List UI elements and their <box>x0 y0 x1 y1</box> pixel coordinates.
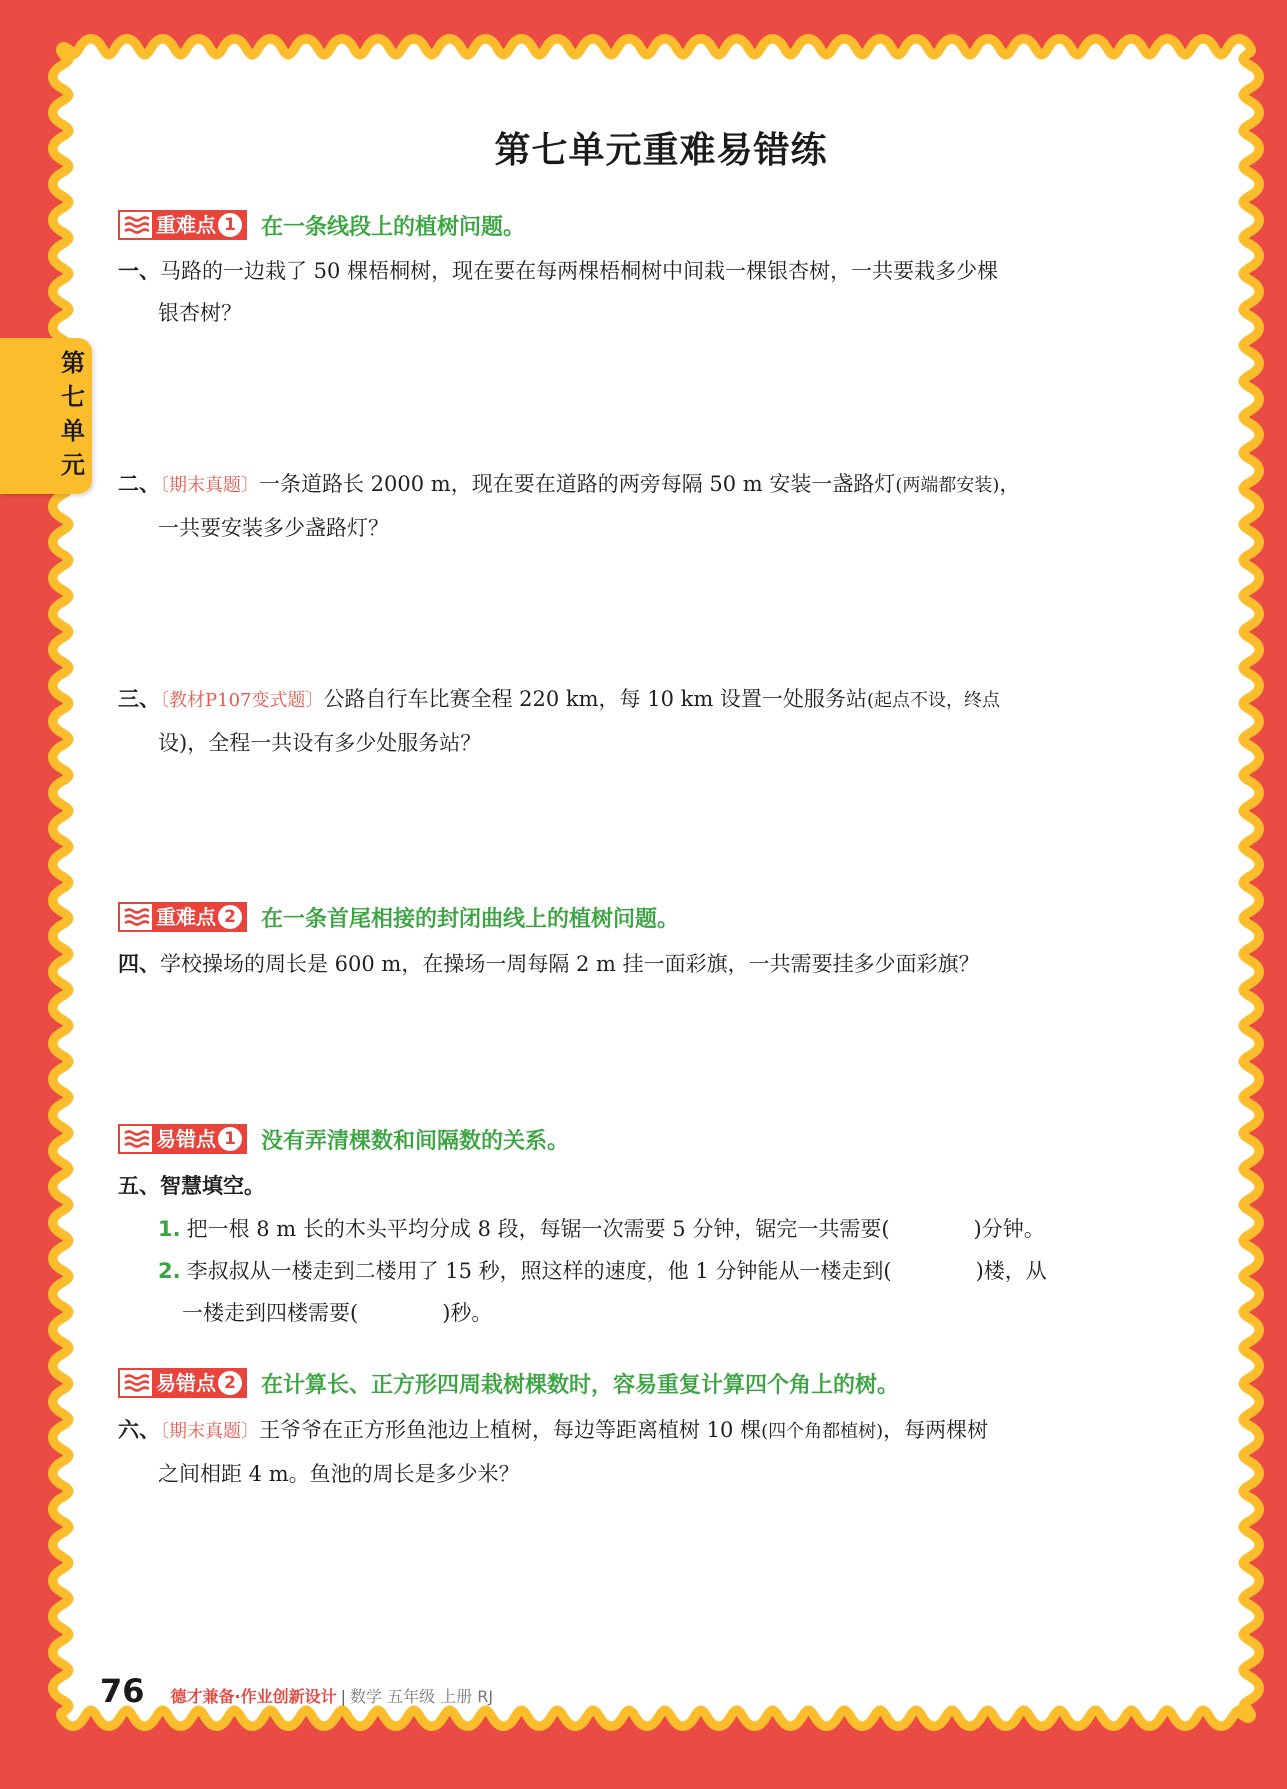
wave-lines-icon <box>120 1370 152 1396</box>
question-number: 四、 <box>118 952 160 976</box>
fill-item-1 <box>158 1208 1045 1250</box>
section-header-4 <box>118 1366 899 1400</box>
question-text-continued: 一共要安装多少盏路灯？ <box>158 516 389 540</box>
badge-label: 易错点 <box>156 1371 216 1395</box>
section-badge <box>118 1124 247 1154</box>
question-text: 王爷爷在正方形鱼池边上植树，每边等距离植树 10 棵 <box>259 1418 762 1442</box>
item-text-end: )分钟。 <box>973 1217 1045 1241</box>
fill-item-2 <box>158 1250 1047 1292</box>
badge-label: 重难点 <box>156 905 216 929</box>
section-heading-text: 在一条线段上的植树问题。 <box>261 214 526 240</box>
question-2 <box>118 463 1238 549</box>
section-heading-text: 在一条首尾相接的封闭曲线上的植树问题。 <box>261 906 680 932</box>
source-tag: 〔教材P107变式题〕 <box>160 690 324 711</box>
page-content <box>86 62 1236 1710</box>
item-text: 一楼走到四楼需要( <box>182 1301 359 1325</box>
section-badge <box>118 210 247 240</box>
question-note: (两端都安装) <box>895 475 1000 496</box>
item-number: 2. <box>158 1259 181 1283</box>
item-number: 1. <box>158 1217 181 1241</box>
source-tag: 〔期末真题〕 <box>160 475 259 496</box>
section-header-1 <box>118 208 525 242</box>
item-text-end: )秒。 <box>442 1301 493 1325</box>
unit-side-tab <box>0 338 92 494</box>
section-header-3 <box>118 1122 569 1156</box>
question-number: 六、 <box>118 1418 160 1442</box>
section-heading-text: 在计算长、正方形四周栽树棵数时，容易重复计算四个角上的树。 <box>261 1372 900 1398</box>
page-footer <box>100 1672 493 1710</box>
page-number: 76 <box>100 1672 145 1710</box>
question-text-continued: 银杏树？ <box>158 301 242 325</box>
source-tag: 〔期末真题〕 <box>160 1421 259 1442</box>
question-text-continued: 设)，全程一共设有多少处服务站？ <box>158 731 482 755</box>
question-number: 三、 <box>118 687 160 711</box>
wave-lines-icon <box>120 904 152 930</box>
question-text: 学校操场的周长是 600 m，在操场一周每隔 2 m 挂一面彩旗，一共需要挂多少面彩旗？ <box>160 952 980 976</box>
question-text: 公路自行车比赛全程 220 km，每 10 km 设置一处服务站 <box>323 687 867 711</box>
question-number: 五、 <box>118 1174 160 1198</box>
question-text: 马路的一边栽了 50 棵梧桐树，现在要在每两棵梧桐树中间栽一棵银杏树，一共要栽多少棵 <box>160 259 999 283</box>
section-heading-text: 没有弄清棵数和间隔数的关系。 <box>261 1128 570 1154</box>
question-text: 一条道路长 2000 m，现在要在道路的两旁每隔 50 m 安装一盏路灯 <box>259 472 896 496</box>
question-text-end: ， <box>999 472 1021 496</box>
side-tab-label: 第七单元 <box>61 349 85 479</box>
wave-lines-icon <box>120 1126 152 1152</box>
question-note: (四个角都植树) <box>761 1421 884 1442</box>
question-number: 一、 <box>118 259 160 283</box>
section-badge <box>118 902 247 932</box>
badge-number: 2 <box>218 905 242 929</box>
item-text: 李叔叔从一楼走到二楼用了 15 秒，照这样的速度，他 1 分钟能从一楼走到( <box>186 1259 892 1283</box>
question-text-continued: 之间相距 4 m。鱼池的周长是多少米？ <box>158 1462 520 1486</box>
section-header-2 <box>118 900 679 934</box>
footer-separator: | <box>340 1687 347 1706</box>
badge-number: 2 <box>218 1371 242 1395</box>
question-6 <box>118 1409 1238 1495</box>
badge-label: 易错点 <box>156 1127 216 1151</box>
question-text: 智慧填空。 <box>160 1174 265 1198</box>
question-note: (起点不设，终点 <box>866 690 1000 711</box>
item-text-end: )楼，从 <box>975 1259 1047 1283</box>
book-info: 数学 五年级 上册 RJ <box>350 1687 494 1706</box>
fill-item-2-continued <box>182 1292 492 1334</box>
page-title: 第七单元重难易错练 <box>494 130 828 171</box>
badge-label: 重难点 <box>156 213 216 237</box>
brand-name: 德才兼备·作业创新设计 <box>170 1687 337 1706</box>
question-text-end: ，每两棵树 <box>883 1418 989 1442</box>
question-number: 二、 <box>118 472 160 496</box>
item-text: 把一根 8 m 长的木头平均分成 8 段，每锯一次需要 5 分钟，锯完一共需要( <box>186 1217 890 1241</box>
badge-number: 1 <box>218 1127 242 1151</box>
question-4 <box>118 943 1238 985</box>
question-3 <box>118 678 1238 764</box>
wave-lines-icon <box>120 212 152 238</box>
section-badge <box>118 1368 247 1398</box>
badge-number: 1 <box>218 213 242 237</box>
question-5 <box>118 1165 1238 1207</box>
question-1 <box>118 250 1238 334</box>
